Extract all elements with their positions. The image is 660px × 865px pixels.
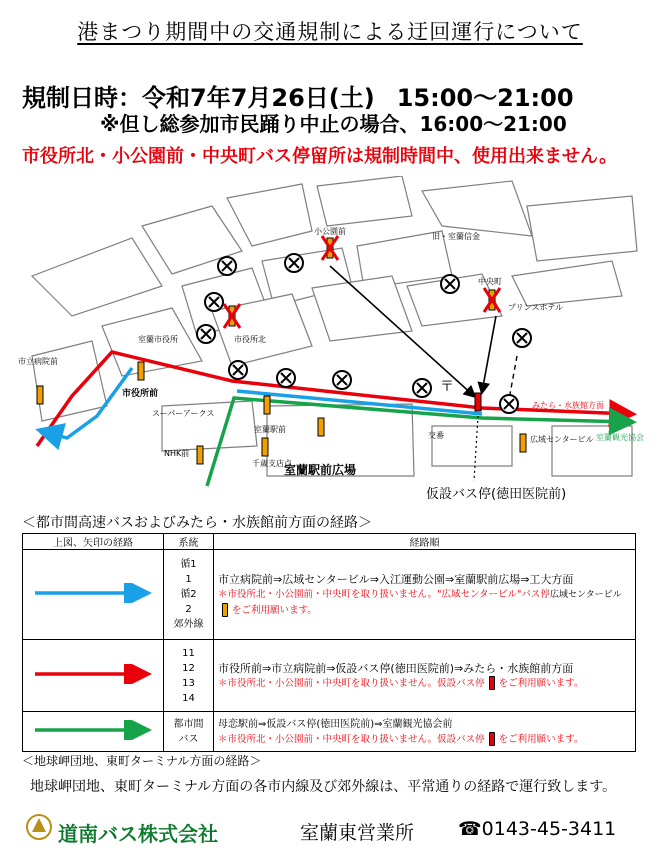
chuocho-redirect-arrow — [482, 316, 496, 392]
note-text: ＊市役所北・小公園前・中央町を取り扱いません。"広域センタービル"バス停 — [218, 588, 550, 600]
closed-marker — [500, 395, 518, 413]
route-text: 市役所前⇒市立病院前⇒仮設バス停(徳田医院前)⇒みたら・水族館前方面 — [218, 661, 574, 675]
label-shiritsu: 市立病院前 — [18, 357, 58, 366]
routes-table — [22, 533, 636, 752]
route-text: 母恋駅前⇒仮設バス停(徳田医院前)⇒室蘭観光協会前 — [218, 718, 453, 730]
datetime-label: 規制日時：令和7年7月26日(土) — [22, 84, 375, 112]
label-prince: プリンスホテル — [508, 303, 564, 312]
note-end: をご利用願います。 — [498, 677, 584, 689]
route-cell — [214, 712, 636, 752]
routes-header-row — [23, 534, 636, 550]
arrow-cell — [23, 712, 164, 752]
closed-marker — [277, 369, 295, 387]
company-logo-icon — [24, 812, 54, 842]
arrow-cell — [23, 550, 164, 640]
dashed-guide — [510, 356, 517, 394]
system-number: 13 — [182, 677, 195, 689]
label-shiyakusho: 室蘭市役所 — [138, 335, 178, 344]
table-row-red — [23, 640, 636, 712]
stop-closed-warning: 市役所北・小公園前・中央町バス停留所は規制時間中、使用出来ません。 — [22, 146, 618, 167]
label-kyu-muroran: 旧・室蘭信金 — [432, 232, 480, 241]
closed-marker — [285, 254, 303, 272]
system-number: 2 — [185, 604, 192, 615]
system-number: 1 — [185, 574, 192, 585]
system-number: 循1 — [180, 559, 197, 570]
system-number: 循2 — [180, 589, 197, 600]
label-kanko: 室蘭観光協会 — [596, 433, 644, 442]
office-name: 室蘭東営業所 — [300, 822, 415, 844]
label-mitara: みたら・水族館方面 — [532, 401, 604, 410]
note-end: をご利用願います。 — [232, 604, 317, 616]
system-number: 14 — [182, 692, 195, 704]
system-number: 11 — [182, 647, 195, 659]
routes-section-title: ＜都市間高速バスおよびみたら・水族館前方面の経路＞ — [22, 515, 372, 531]
section2-title: ＜地球岬団地、東町ターミナル方面の経路＞ — [22, 754, 262, 768]
label-ekimae-hiroba: 室蘭駅前広場 — [284, 463, 357, 477]
datetime-time: 15:00～21:00 — [396, 84, 574, 112]
koban-icon: 〒 — [440, 379, 454, 395]
label-muroran-eki: 室蘭駅前 — [254, 425, 286, 434]
label-nhk: NHK前 — [164, 449, 190, 458]
detour-map — [12, 176, 648, 512]
table-row-green — [23, 712, 636, 752]
label-kojo: 交番 — [428, 431, 444, 440]
system-number: 都市間 — [173, 718, 204, 730]
label-super-arcs: スーパーアークス — [152, 409, 215, 418]
red-arrow-icon — [23, 664, 163, 684]
green-arrow-icon — [23, 720, 163, 740]
bus-stop-icon — [489, 732, 495, 746]
closed-marker — [413, 379, 431, 397]
label-shiyakusho-mae: 市役所前 — [122, 389, 159, 399]
label-shiyakusho-kita: 市役所北 — [234, 335, 266, 344]
map-blocks — [32, 176, 637, 476]
system-cell — [164, 712, 214, 752]
system-number: バス — [178, 733, 199, 745]
header-system: 系統 — [164, 534, 214, 550]
arrow-cell — [23, 640, 164, 712]
closed-marker — [218, 257, 236, 275]
label-kouiki: 広域センタービル — [530, 435, 594, 444]
stop-label: 広域センタービル — [549, 589, 622, 600]
system-cell — [164, 640, 214, 712]
page-title: 港まつり期間中の交通規制による迂回運行について — [77, 20, 583, 44]
label-chuocho: 中央町 — [478, 277, 502, 286]
label-chitose: 千歳支店点 — [252, 459, 292, 468]
closed-marker — [333, 371, 351, 389]
system-number: 郊外線 — [173, 619, 204, 630]
cancel-note: ※但し総参加市民踊り中止の場合、16:00～21:00 — [100, 112, 567, 136]
header-arrow: 上図、矢印の経路 — [23, 534, 164, 550]
closed-marker — [441, 275, 459, 293]
route-cell — [214, 640, 636, 712]
route-note — [218, 732, 631, 747]
label-kokoen: 小公園前 — [314, 227, 346, 236]
header-route: 経路順 — [214, 534, 636, 550]
blue-arrow-icon — [23, 583, 163, 603]
system-number: 12 — [182, 662, 195, 674]
closed-marker — [229, 361, 247, 379]
phone-number: ☎0143-45-3411 — [458, 818, 617, 840]
closed-marker — [205, 293, 223, 311]
system-cell — [164, 550, 214, 640]
note-text: ＊市役所北・小公園前・中央町を取り扱いません。仮設バス停 — [218, 677, 485, 689]
table-row-blue — [23, 550, 636, 640]
route-note — [218, 676, 631, 691]
note-end: をご利用願います。 — [498, 733, 584, 745]
label-temp-stop: 仮設バス停(徳田医院前) — [426, 487, 567, 502]
route-note — [218, 587, 631, 618]
route-cell — [214, 550, 636, 640]
closed-marker — [513, 329, 531, 347]
closed-marker — [197, 325, 215, 343]
bus-stop-icon — [222, 603, 228, 617]
bus-stop-icon — [489, 676, 495, 690]
section2-body: 地球岬団地、東町ターミナル方面の各市内線及び郊外線は、平常通りの経路で運行致します。 — [30, 779, 617, 795]
route-text: 市立病院前⇒広域センタービル⇒入江運動公園⇒室蘭駅前広場⇒工大方面 — [218, 572, 574, 586]
company-name: 道南バス株式会社 — [58, 822, 218, 846]
note-text: ＊市役所北・小公園前・中央町を取り扱いません。仮設バス停 — [218, 733, 485, 745]
